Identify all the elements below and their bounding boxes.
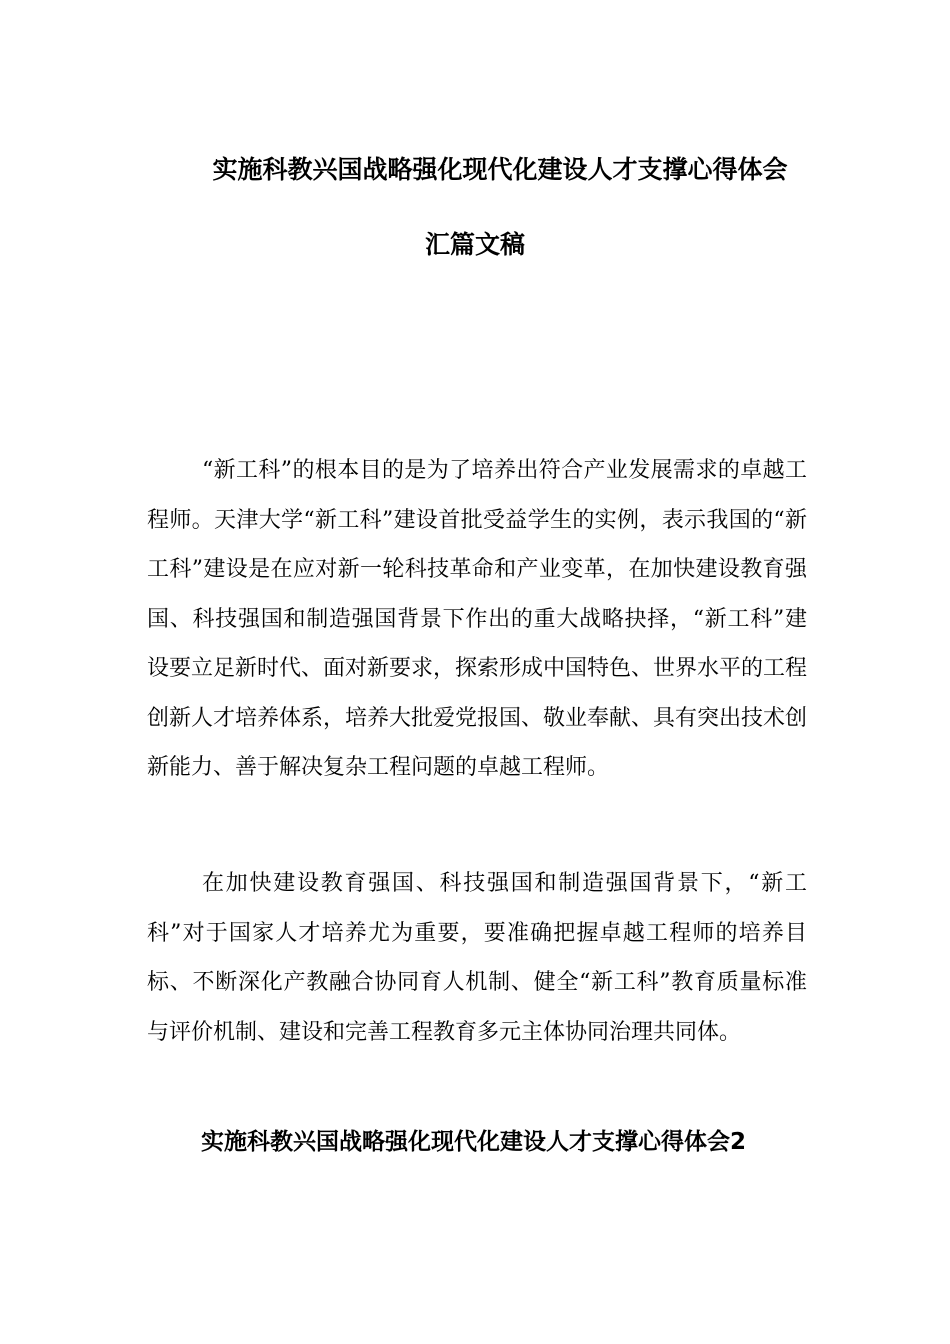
document-title-line-2: 汇篇文稿	[424, 230, 525, 259]
body-paragraph-1: “新工科”的根本目的是为了培养出符合产业发展需求的卓越工程师。天津大学“新工科”建设首批受益学生的实例，表示我国的“新工科”建设是在应对新一轮科技革命和产业变革，在加快建设教育强国、科技强国和制造强国背景下作出的重大战略抉择，“新工科”建设要立足新时代、面对新要求，探索形成中国特色、世界水平的工程创新人才培养体系，培养大批爱党报国、敬业奉献、具有突出技术创新能力、善于解决复杂工程问题的卓越工程师。	[147, 458, 808, 780]
body-paragraph-2: 在加快建设教育强国、科技强国和制造强国背景下，“新工科”对于国家人才培养尤为重要，要准确把握卓越工程师的培养目标、不断深化产教融合协同育人机制、健全“新工科”教育质量标准与评价机制、建设和完善工程教育多元主体协同治理共同体。	[147, 871, 807, 1045]
section-subheading: 实施科教兴国战略强化现代化建设人才支撑心得体会2	[201, 1129, 747, 1155]
document-title-line-1: 实施科教兴国战略强化现代化建设人才支撑心得体会	[212, 155, 788, 184]
